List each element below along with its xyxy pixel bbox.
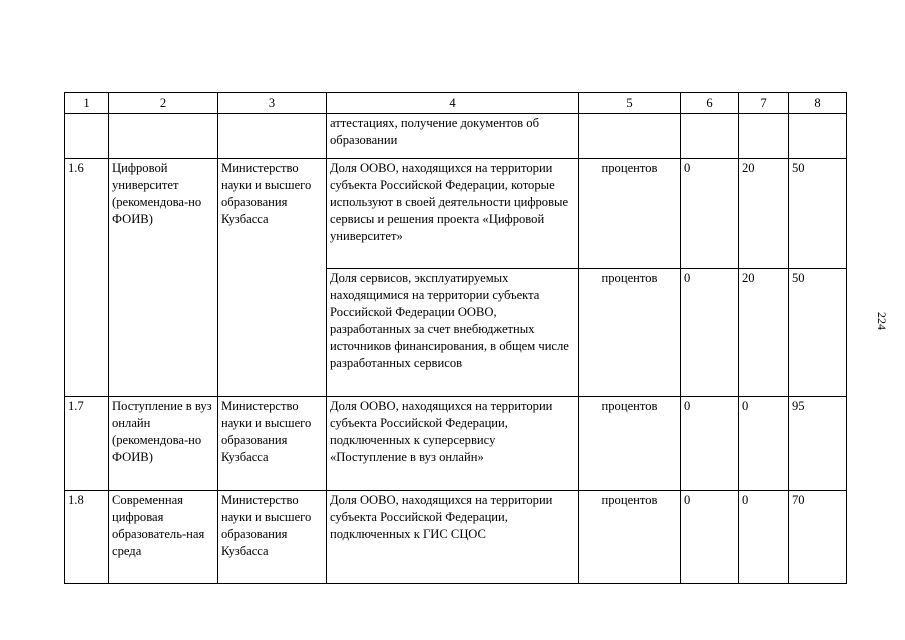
value-cell: 0 [739,491,789,584]
column-header: 4 [327,93,579,114]
table-row [65,491,847,584]
value-cell [789,114,847,159]
indicators-table [64,92,847,584]
page-number: 224 [875,312,889,330]
responsible-cell: Министерство науки и высшего образования Кузбасса [218,397,327,491]
column-header: 5 [579,93,681,114]
table-row [65,159,847,269]
project-cell: Современная цифровая образователь-ная среда [109,491,218,584]
value-cell: 20 [739,159,789,269]
value-cell: 20 [739,269,789,397]
indicator-cell: Доля ООВО, находящихся на территории субъекта Российской Федерации, которые используют в своей деятельности цифровые сервисы и решения проекта «Цифровой университет» [327,159,579,269]
value-cell: 0 [739,397,789,491]
row-number-cell [65,114,109,159]
responsible-cell [218,114,327,159]
column-header: 3 [218,93,327,114]
table-row [65,114,847,159]
project-cell: Поступление в вуз онлайн (рекомендова-но ФОИВ) [109,397,218,491]
unit-cell [579,114,681,159]
unit-cell: процентов [579,491,681,584]
indicator-cell: Доля ООВО, находящихся на территории субъекта Российской Федерации, подключенных к ГИС СЦОС [327,491,579,584]
indicator-cell: аттестациях, получение документов об образовании [327,114,579,159]
value-cell: 50 [789,269,847,397]
value-cell: 0 [681,491,739,584]
column-header: 6 [681,93,739,114]
value-cell: 95 [789,397,847,491]
column-header: 1 [65,93,109,114]
indicator-cell: Доля ООВО, находящихся на территории субъекта Российской Федерации, подключенных к суперсервису «Поступление в вуз онлайн» [327,397,579,491]
row-number-cell: 1.6 [65,159,109,397]
indicator-cell: Доля сервисов, эксплуатируемых находящимися на территории субъекта Российской Федерации ООВО, разработанных за счет внебюджетных источников финансирования, в общем числе разработанных сервисов [327,269,579,397]
unit-cell: процентов [579,397,681,491]
unit-cell: процентов [579,159,681,269]
unit-cell: процентов [579,269,681,397]
value-cell: 0 [681,159,739,269]
value-cell: 50 [789,159,847,269]
value-cell [739,114,789,159]
table-header-row [65,93,847,114]
value-cell: 70 [789,491,847,584]
responsible-cell: Министерство науки и высшего образования Кузбасса [218,159,327,397]
responsible-cell: Министерство науки и высшего образования Кузбасса [218,491,327,584]
value-cell: 0 [681,269,739,397]
table-row [65,397,847,491]
column-header: 2 [109,93,218,114]
project-cell: Цифровой университет (рекомендова-но ФОИВ) [109,159,218,397]
value-cell: 0 [681,397,739,491]
row-number-cell: 1.7 [65,397,109,491]
row-number-cell: 1.8 [65,491,109,584]
column-header: 7 [739,93,789,114]
value-cell [681,114,739,159]
project-cell [109,114,218,159]
column-header: 8 [789,93,847,114]
